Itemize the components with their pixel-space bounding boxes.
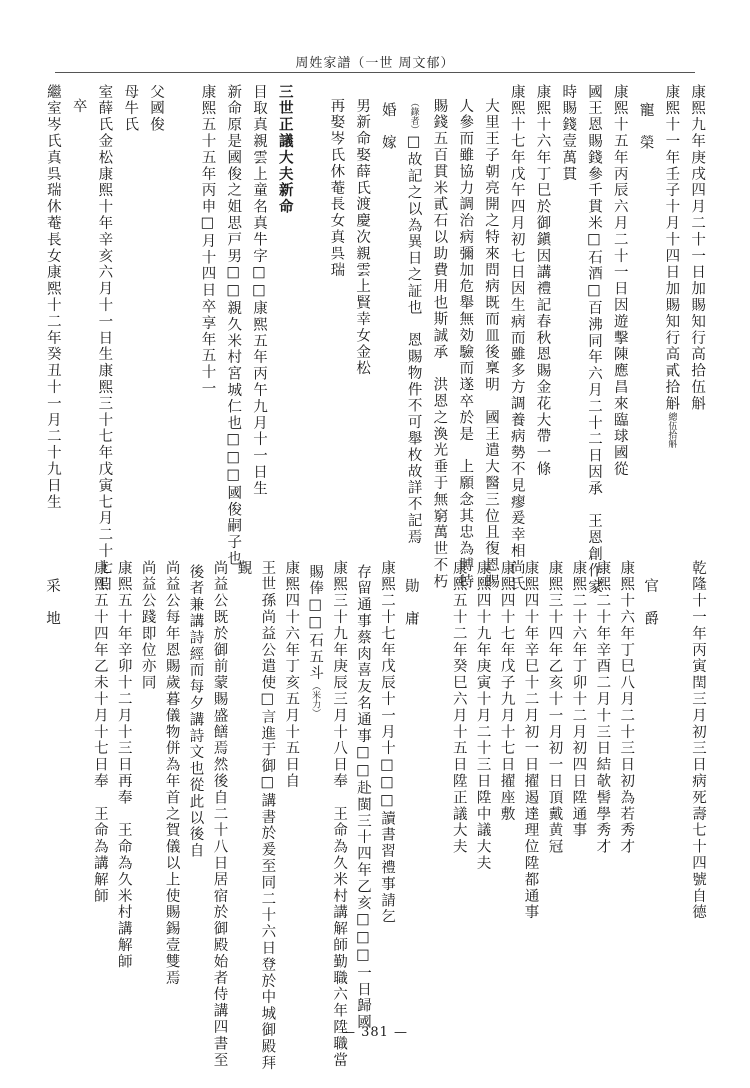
column-text: 康熙二十六年丁卯十二月初四日陞通事 — [570, 560, 587, 839]
text-column — [137, 560, 159, 691]
text-column — [583, 84, 605, 595]
text-column — [222, 84, 244, 567]
text-column — [161, 560, 183, 986]
text-column — [68, 84, 90, 114]
text-column — [567, 560, 589, 839]
column-text: 勛 庸 — [402, 578, 419, 628]
text-column — [635, 84, 657, 151]
column-text: 康熙十七年戊午四月初七日因生病而雖多方調養病勢不見瘳爰幸相尚氏 — [508, 84, 525, 593]
column-text: 康熙五十二年癸巳六月十五日陞正議大夫 — [450, 560, 467, 856]
column-text: 大里王子朝亮開之特來問病既而皿後稟明 國王遣大醫三位且復恩賜 — [482, 98, 499, 590]
text-column — [351, 84, 373, 377]
upper-text-block — [40, 84, 710, 596]
text-column — [208, 560, 230, 1068]
text-column — [248, 84, 270, 497]
text-column — [428, 84, 450, 590]
column-text: 尚益公踐即位亦同 — [139, 560, 156, 692]
text-column — [506, 84, 528, 592]
column-text: 時賜錢壹萬貫 — [560, 84, 577, 183]
column-text: 尚益公既於御前蒙賜盛饍焉然後自二十八日居宿於御殿始者侍講四書至 — [211, 560, 228, 1069]
column-text: 婚 嫁 — [379, 102, 396, 152]
text-column — [325, 84, 347, 278]
text-column — [400, 560, 422, 627]
text-column — [185, 560, 207, 859]
column-text: 後者兼講詩經而每夕講詩文也從此以後自 — [187, 564, 204, 860]
text-column — [197, 84, 219, 397]
text-column — [660, 84, 682, 448]
text-column — [41, 560, 63, 627]
column-text: 存留通事蔡肉喜友名通事□□赴閩三十四年乙亥□□□一日歸國 — [355, 564, 372, 1031]
text-column — [496, 560, 518, 822]
text-column — [304, 560, 326, 718]
text-column — [274, 84, 296, 215]
text-column — [686, 84, 708, 412]
text-column — [472, 560, 494, 872]
text-column — [687, 560, 709, 921]
text-column — [403, 84, 425, 546]
text-column — [454, 84, 476, 590]
column-text: 賜錢五百貫米貳石以助費用也斯誠承 洪恩之渙光垂于無窮萬世不朽 — [431, 98, 448, 590]
text-column — [543, 560, 565, 855]
column-text: 康熙二十七年戊辰十一月十□□□讀書習禮事請乞 — [378, 560, 395, 926]
text-column — [352, 560, 374, 1031]
column-text: 母牛氏 — [122, 84, 139, 134]
column-text: 康熙十六年丁巳於御鎭因講禮記春秋恩賜金花大帶一條 — [534, 84, 551, 478]
column-text: 再娶岑氏休菴長女真呉瑞 — [328, 98, 345, 279]
column-text: 乾隆十一年丙寅閏三月初三日病死壽七十四號自德 — [690, 560, 707, 921]
text-column — [639, 560, 661, 627]
column-text: 康熙四十六年丁亥五月十五日自 — [283, 560, 300, 790]
column-text: 官 爵 — [642, 578, 659, 628]
column-text: 繼室岑氏真呉瑞休菴長女康熙十二年癸丑十一月二十九日生 — [44, 84, 61, 511]
column-text: 王世孫尚益公遣使□言進于御□講書於爰至同二十六日登於中城御殿拜 — [259, 560, 276, 1072]
text-column — [480, 84, 502, 590]
column-text: 康熙四十年辛巳十二月初一日擢遏達理位陞都通事 — [522, 560, 539, 921]
column-text: 采 地 — [43, 578, 60, 628]
column-text: 康熙九年庚戌四月二十一日加賜知行高拾伍斛 — [689, 84, 706, 412]
text-column — [113, 560, 135, 970]
column-text: 康熙五十四年乙未十月十七日奉 王命為講解師 — [91, 560, 108, 905]
text-column — [377, 84, 399, 151]
column-text: 覲 — [235, 560, 252, 577]
text-column — [232, 560, 254, 576]
text-column — [591, 560, 613, 855]
text-column — [328, 560, 350, 1068]
text-column — [119, 84, 141, 133]
column-text: 賜俸□□石五斗 — [307, 564, 324, 682]
column-text: 康熙三十九年庚辰三月十八日奉 王命為久米村講解師勤職六年陞職當 — [331, 560, 348, 1069]
text-column — [448, 560, 470, 855]
column-text: □故記之以為異日之証也 恩賜物件不可舉枚故詳不記焉 — [405, 134, 422, 546]
text-column — [615, 560, 637, 855]
text-column — [42, 84, 64, 510]
text-column — [93, 84, 115, 592]
column-text: 新命原是國俊之姐思戸男□□親久米村宮城仁也□□□國俊嗣子也 — [225, 84, 242, 568]
column-text: 康熙四十七年戊子九月十七日擢座敷 — [498, 560, 515, 823]
page-number: — 381 — — [341, 1025, 409, 1040]
page-header: 周姓家譜（一世 周文郁） — [295, 56, 455, 71]
column-text: 康熙五十年辛卯十二月十三日再奉 王命為久米村講解師 — [115, 560, 132, 970]
text-column — [557, 84, 579, 182]
column-text: 康熙十一年壬子十月十四日加賜知行高貳拾斛 — [663, 84, 680, 412]
text-column — [609, 84, 631, 478]
column-text: 父國俊 — [147, 84, 164, 134]
column-text: 寵 榮 — [637, 102, 654, 152]
text-column — [280, 560, 302, 790]
column-text: 男新命娶薛氏渡慶次親雲上賢幸女金松 — [354, 98, 371, 377]
column-text: 三世正議大夫新命 — [276, 84, 294, 216]
text-column — [376, 560, 398, 925]
text-column — [532, 84, 554, 478]
text-column — [520, 560, 542, 921]
column-text: 卒 — [70, 98, 87, 115]
column-text: 康熙十六年丁巳八月二十三日初為若秀才 — [618, 560, 635, 856]
column-text: 康熙十五年丙辰六月二十一日因遊擊陳應昌來臨球國從 — [611, 84, 628, 478]
annotation-note: （米力） — [310, 681, 321, 718]
annotation-note: 總伍拾斛 — [666, 412, 677, 448]
text-column — [145, 84, 167, 133]
column-text: 康熙二十年辛酉二月十三日結欹髻學秀才 — [594, 560, 611, 856]
column-text: 國王恩賜錢參千貫米□石酒□百沸同年六月二十二日因承 王恩創作家 — [586, 84, 603, 596]
annotation-note: （錄者） — [408, 98, 419, 134]
text-column — [89, 560, 111, 904]
header-rule — [55, 72, 695, 73]
text-column — [256, 560, 278, 1071]
column-text: 人參而雖協力調治病彌加危舉無効驗而遂卒於是 上願念其忠為賻特 — [457, 98, 474, 590]
column-text: 康熙四十九年庚寅十月二十三日陞中議大夫 — [474, 560, 491, 872]
column-text: 室薛氏金松康熙十年辛亥六月十一日生康熙三十七年戊寅七月二十七日 — [96, 84, 113, 593]
column-text: 康熙三十四年乙亥十一月初一日頂戴黄冠 — [546, 560, 563, 856]
column-text: 尚益公每年恩賜歲暮儀物併為年首之賀儀以上使賜錫壹雙焉 — [163, 560, 180, 987]
column-text: 康熙五十五年丙申□月十四日卒享年五十一 — [199, 84, 216, 398]
column-text: 目取真親雲上童名真牛字□□康熙五年丙午九月十一日生 — [251, 84, 268, 497]
